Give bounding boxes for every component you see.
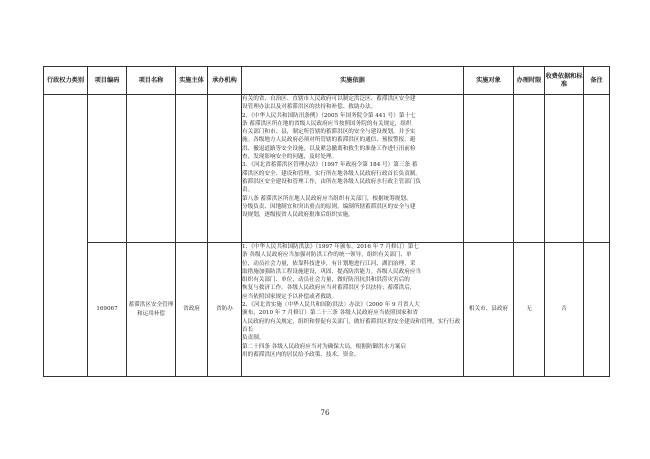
header-remark: 备注: [584, 67, 610, 95]
basis-line: 条 蓄滞洪区所在地的省级人民政府应当按照国务院的有关规定，组织: [242, 120, 412, 127]
basis-line: 取措施加强防洪工程设施建设，巩固、提高防洪能力。各级人民政府应当: [242, 268, 422, 275]
table-row: [44, 243, 610, 377]
header-fee: 收费依据和标准: [545, 67, 584, 95]
org-cell: 省防办: [208, 243, 242, 377]
remark-cell: [584, 243, 610, 377]
basis-line: 3、《河北省蓄滞洪区管理办法》（1997 年政府令第 184 号）第三条 蓄: [242, 162, 418, 169]
basis-line: 洪、撤退道路等安全设施，以及紧急撤离和救生的准备工作进行汛前检: [242, 145, 416, 152]
basis-line: 应当依照国家规定予以补偿或者救助。: [242, 293, 338, 300]
header-subject: 实施主体: [176, 67, 208, 95]
basis-line: 施。各级地方人民政府必须对所管辖的蓄滞洪区的通信、预报警报、避: [242, 137, 416, 144]
code-cell: 169067: [88, 243, 127, 377]
basis-line: 责。: [242, 187, 254, 194]
basis-line: 第二十四条 各级人民政府应当对为确保大局，根据防御洪水方案启: [242, 343, 406, 350]
table-row: [44, 95, 610, 243]
basis-line: 有关部门和市、县，制定所管辖的蓄滞洪区的安全与建设规划，并予实: [242, 129, 416, 136]
basis-line: 查，发现影响安全的问题，及时处理。: [242, 154, 338, 161]
basis-line: 恢复与救济工作。各级人民政府应当对蓄滞洪区予以扶持；蓄滞洪后，: [242, 285, 416, 292]
subject-cell: [176, 95, 208, 243]
basis-line: 设管理办法以及对蓄滞洪区的扶持和补偿、救助办法。: [242, 104, 377, 111]
header-code: 项目编码: [88, 67, 127, 95]
basis-line: 2、《中华人民共和国防汛条例》（2005 年国务院令第 441 号）第十七: [242, 112, 416, 119]
org-cell: [208, 95, 242, 243]
basis-line: 有关的省、自治区、直辖市人民政府可以制定洪泛区、蓄滞洪区安全建: [242, 96, 416, 102]
fee-cell: [545, 95, 584, 243]
target-cell: 相关市、县政府: [464, 243, 514, 377]
basis-line: 滞洪区的安全、建设和管理，实行所在地各级人民政府行政首长负责制。: [242, 170, 422, 177]
basis-line: 分级负责、因地制宜和突出重点的原则，编制所辖蓄滞洪区的安全与建: [242, 203, 416, 210]
remark-cell: [584, 95, 610, 243]
basis-line: 蓄滞洪区安全建设和管理工作，由所在地各级人民政府水行政主管部门负: [242, 178, 422, 185]
header-target: 实施对象: [464, 67, 514, 95]
subject-cell: 省政府: [176, 243, 208, 377]
basis-line: 组织有关部门、单位，动员社会力量，做好防汛抗洪和洪涝灾害后的: [242, 277, 410, 284]
time-limit-cell: [514, 95, 545, 243]
basis-line: 位，动员社会力量，依靠科技进步，有计划地进行江河、湖泊治理，采: [242, 260, 416, 267]
basis-line: 2、《河北省实施〈中华人民共和国防洪法〉办法》（2000 年 9 月省人大: [242, 302, 420, 309]
target-cell: [464, 95, 514, 243]
basis-line: 设规划，逐级报省人民政府批准后组织实施。: [242, 212, 354, 219]
fee-cell: 否: [545, 243, 584, 377]
basis-line: 条 各级人民政府应当加强对防洪工作的统一领导，组织有关部门、单: [242, 252, 412, 259]
basis-line: 颁布，2010 年 7 月修订）第二十三条 各级人民政府应当依照国家和省: [242, 310, 418, 317]
code-cell: [88, 95, 127, 243]
basis-line: 人民政府的有关规定，组织和督促有关部门，做好蓄滞洪区的安全建设和管理，实行行政首长: [242, 318, 461, 333]
name-cell: [127, 95, 176, 243]
header-category: 行政权力类别: [44, 67, 88, 95]
category-cell: [44, 95, 88, 377]
basis-line: 负责制。: [242, 335, 265, 342]
basis-line: 第八条 蓄滞洪区所在地人民政府应当组织有关部门，根据统筹规划、: [242, 195, 412, 202]
basis-line: 1、《中华人民共和国防洪法》（1997 年颁布，2016 年 7 月修订）第七: [242, 244, 419, 250]
basis-line: 用的蓄滞洪区内的居民给予政策、技术、资金、: [242, 351, 360, 358]
basis-cell: [242, 95, 464, 243]
time-limit-cell: 无: [514, 243, 545, 377]
header-org: 承办机构: [208, 67, 242, 95]
administrative-power-table: [43, 66, 610, 377]
header-time-limit: 办理时限: [514, 67, 545, 95]
header-name: 项目名称: [127, 67, 176, 95]
page-number: 76: [320, 409, 330, 417]
name-cell: 蓄滞洪区安全管理和运用补偿: [127, 243, 176, 377]
basis-cell: [242, 243, 464, 377]
header-row: [44, 67, 610, 95]
header-basis: 实施依据: [242, 67, 464, 95]
